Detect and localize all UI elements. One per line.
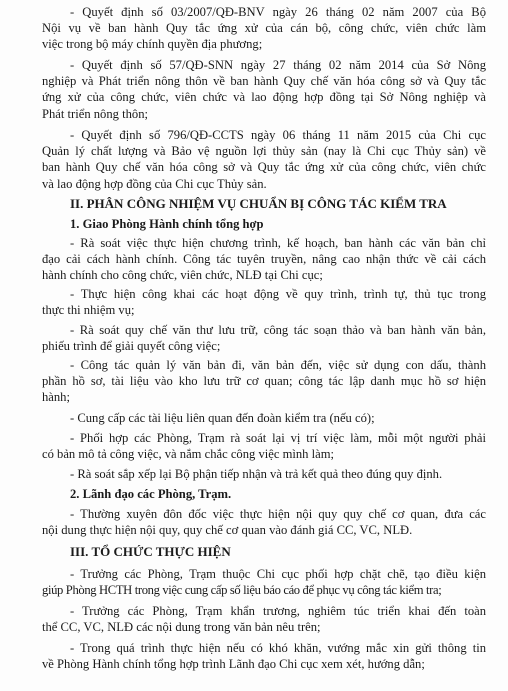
text-line: - Cung cấp các tài liệu liên quan đến đoàn kiểm tra (nếu có); bbox=[70, 411, 375, 425]
text-line: - Thực hiện công khai các hoạt động về quy trình, trình tự, thủ tục trong bbox=[70, 287, 486, 301]
list-item bbox=[42, 286, 486, 318]
text-line: - Phối hợp các Phòng, Trạm rà soát lại vị trí việc làm, mỗi một người phải bbox=[70, 431, 486, 445]
section-title: II. PHÂN CÔNG NHIỆM VỤ CHUẨN BỊ CÔNG TÁC KIỂM TRA bbox=[70, 196, 447, 211]
list-item bbox=[42, 640, 486, 672]
subsection-heading bbox=[42, 216, 486, 232]
text-line: - Rà soát việc thực hiện chương trình, kế hoạch, ban hành các văn bản chỉ bbox=[70, 236, 486, 250]
list-item bbox=[42, 235, 486, 284]
text-line: nội dung thực hiện nội quy, quy chế cơ quan vào đánh giá CC, VC, NLĐ. bbox=[42, 523, 413, 538]
text-line: việc trong bộ máy chính quyền địa phương; bbox=[42, 37, 263, 52]
decision-paragraph bbox=[42, 4, 486, 53]
text-line: hành; bbox=[42, 390, 70, 405]
text-line: - Quyết định số 57/QĐ-SNN ngày 27 tháng 02 năm 2014 của Sở Nông bbox=[70, 58, 486, 72]
decision-paragraph bbox=[42, 57, 486, 122]
list-item bbox=[42, 603, 486, 635]
text-line: - Rà soát quy chế văn thư lưu trữ, công tác soạn thảo và ban hành văn bản, bbox=[70, 323, 486, 337]
text-line: nghiệp và Phát triển nông thôn về ban hành Quy chế văn hóa công sở và Quy tắc bbox=[42, 74, 486, 89]
text-line: ứng xử của công chức, viên chức và lao động hợp đồng tại Sở Nông nghiệp và bbox=[42, 90, 486, 105]
list-item bbox=[42, 466, 486, 482]
list-item bbox=[42, 357, 486, 406]
text-line: đạo cải cách hành chính. Công tác tuyên truyền, nâng cao nhận thức về cải cách bbox=[42, 252, 486, 267]
text-line: có bản mô tả công việc, và nắm chắc công việc mình làm; bbox=[42, 447, 334, 462]
section-title: III. TỔ CHỨC THỰC HIỆN bbox=[70, 544, 231, 559]
list-item bbox=[42, 506, 486, 538]
list-item bbox=[42, 566, 486, 598]
text-line: - Trưởng các Phòng, Trạm thuộc Chi cục phối hợp chặt chẽ, tạo điều kiện bbox=[70, 567, 486, 581]
decision-paragraph bbox=[42, 127, 486, 192]
text-line: Nội vụ về ban hành Quy tắc ứng xử của cán bộ, công chức, viên chức làm bbox=[42, 21, 486, 36]
text-line: - Trưởng các Phòng, Trạm khẩn trương, nghiêm túc triển khai đến toàn bbox=[70, 604, 486, 618]
list-item bbox=[42, 322, 486, 354]
text-line: phần hồ sơ, tài liệu vào kho lưu trữ cơ quan; công tác lập danh mục hồ sơ hiện bbox=[42, 374, 486, 389]
subsection-heading bbox=[42, 486, 486, 502]
section-heading bbox=[42, 196, 486, 212]
list-item bbox=[42, 430, 486, 462]
subsection-title: 2. Lãnh đạo các Phòng, Trạm. bbox=[70, 487, 232, 501]
text-line: giúp Phòng HCTH trong việc cung cấp số liệu báo cáo để phục vụ công tác kiểm tra; bbox=[42, 583, 442, 598]
text-line: thể CC, VC, NLĐ các nội dung trong văn bản nêu trên; bbox=[42, 620, 321, 635]
text-line: về Phòng Hành chính tổng hợp trình Lãnh đạo Chi cục xem xét, hướng dẫn; bbox=[42, 657, 425, 672]
text-line: - Quyết định số 796/QĐ-CCTS ngày 06 tháng 11 năm 2015 của Chi cục bbox=[70, 128, 486, 142]
text-line: thực thi nhiệm vụ; bbox=[42, 303, 135, 318]
section-heading bbox=[42, 544, 486, 560]
text-line: Phát triển nông thôn; bbox=[42, 106, 148, 121]
text-line: - Trong quá trình thực hiện nếu có khó khăn, vướng mắc xin gửi thông tin bbox=[70, 641, 486, 655]
text-line: phiếu trình để giải quyết công việc; bbox=[42, 339, 221, 354]
text-line: - Công tác quản lý văn bản đi, văn bản đến, việc sử dụng con dấu, thành bbox=[70, 358, 486, 372]
text-line: và lao động hợp đồng của Chi cục Thủy sản. bbox=[42, 176, 267, 191]
list-item bbox=[42, 410, 486, 426]
text-line: - Thường xuyên đôn đốc việc thực hiện nội quy quy chế cơ quan, đưa các bbox=[70, 507, 486, 521]
text-line: hành chính cho công chức, viên chức, NLĐ tại Chi cục; bbox=[42, 268, 323, 283]
text-line: Quản lý chất lượng và Bảo vệ nguồn lợi thủy sản (nay là Chi cục Thủy sản) về bbox=[42, 144, 486, 159]
text-line: - Rà soát sắp xếp lại Bộ phận tiếp nhận và trả kết quả theo đúng quy định. bbox=[70, 467, 443, 481]
text-line: - Quyết định số 03/2007/QĐ-BNV ngày 26 tháng 02 năm 2007 của Bộ bbox=[70, 5, 486, 19]
subsection-title: 1. Giao Phòng Hành chính tổng hợp bbox=[70, 217, 264, 231]
text-line: ban hành Quy chế văn hóa công sở và Quy tắc ứng xử của công chức, viên chức bbox=[42, 160, 486, 175]
